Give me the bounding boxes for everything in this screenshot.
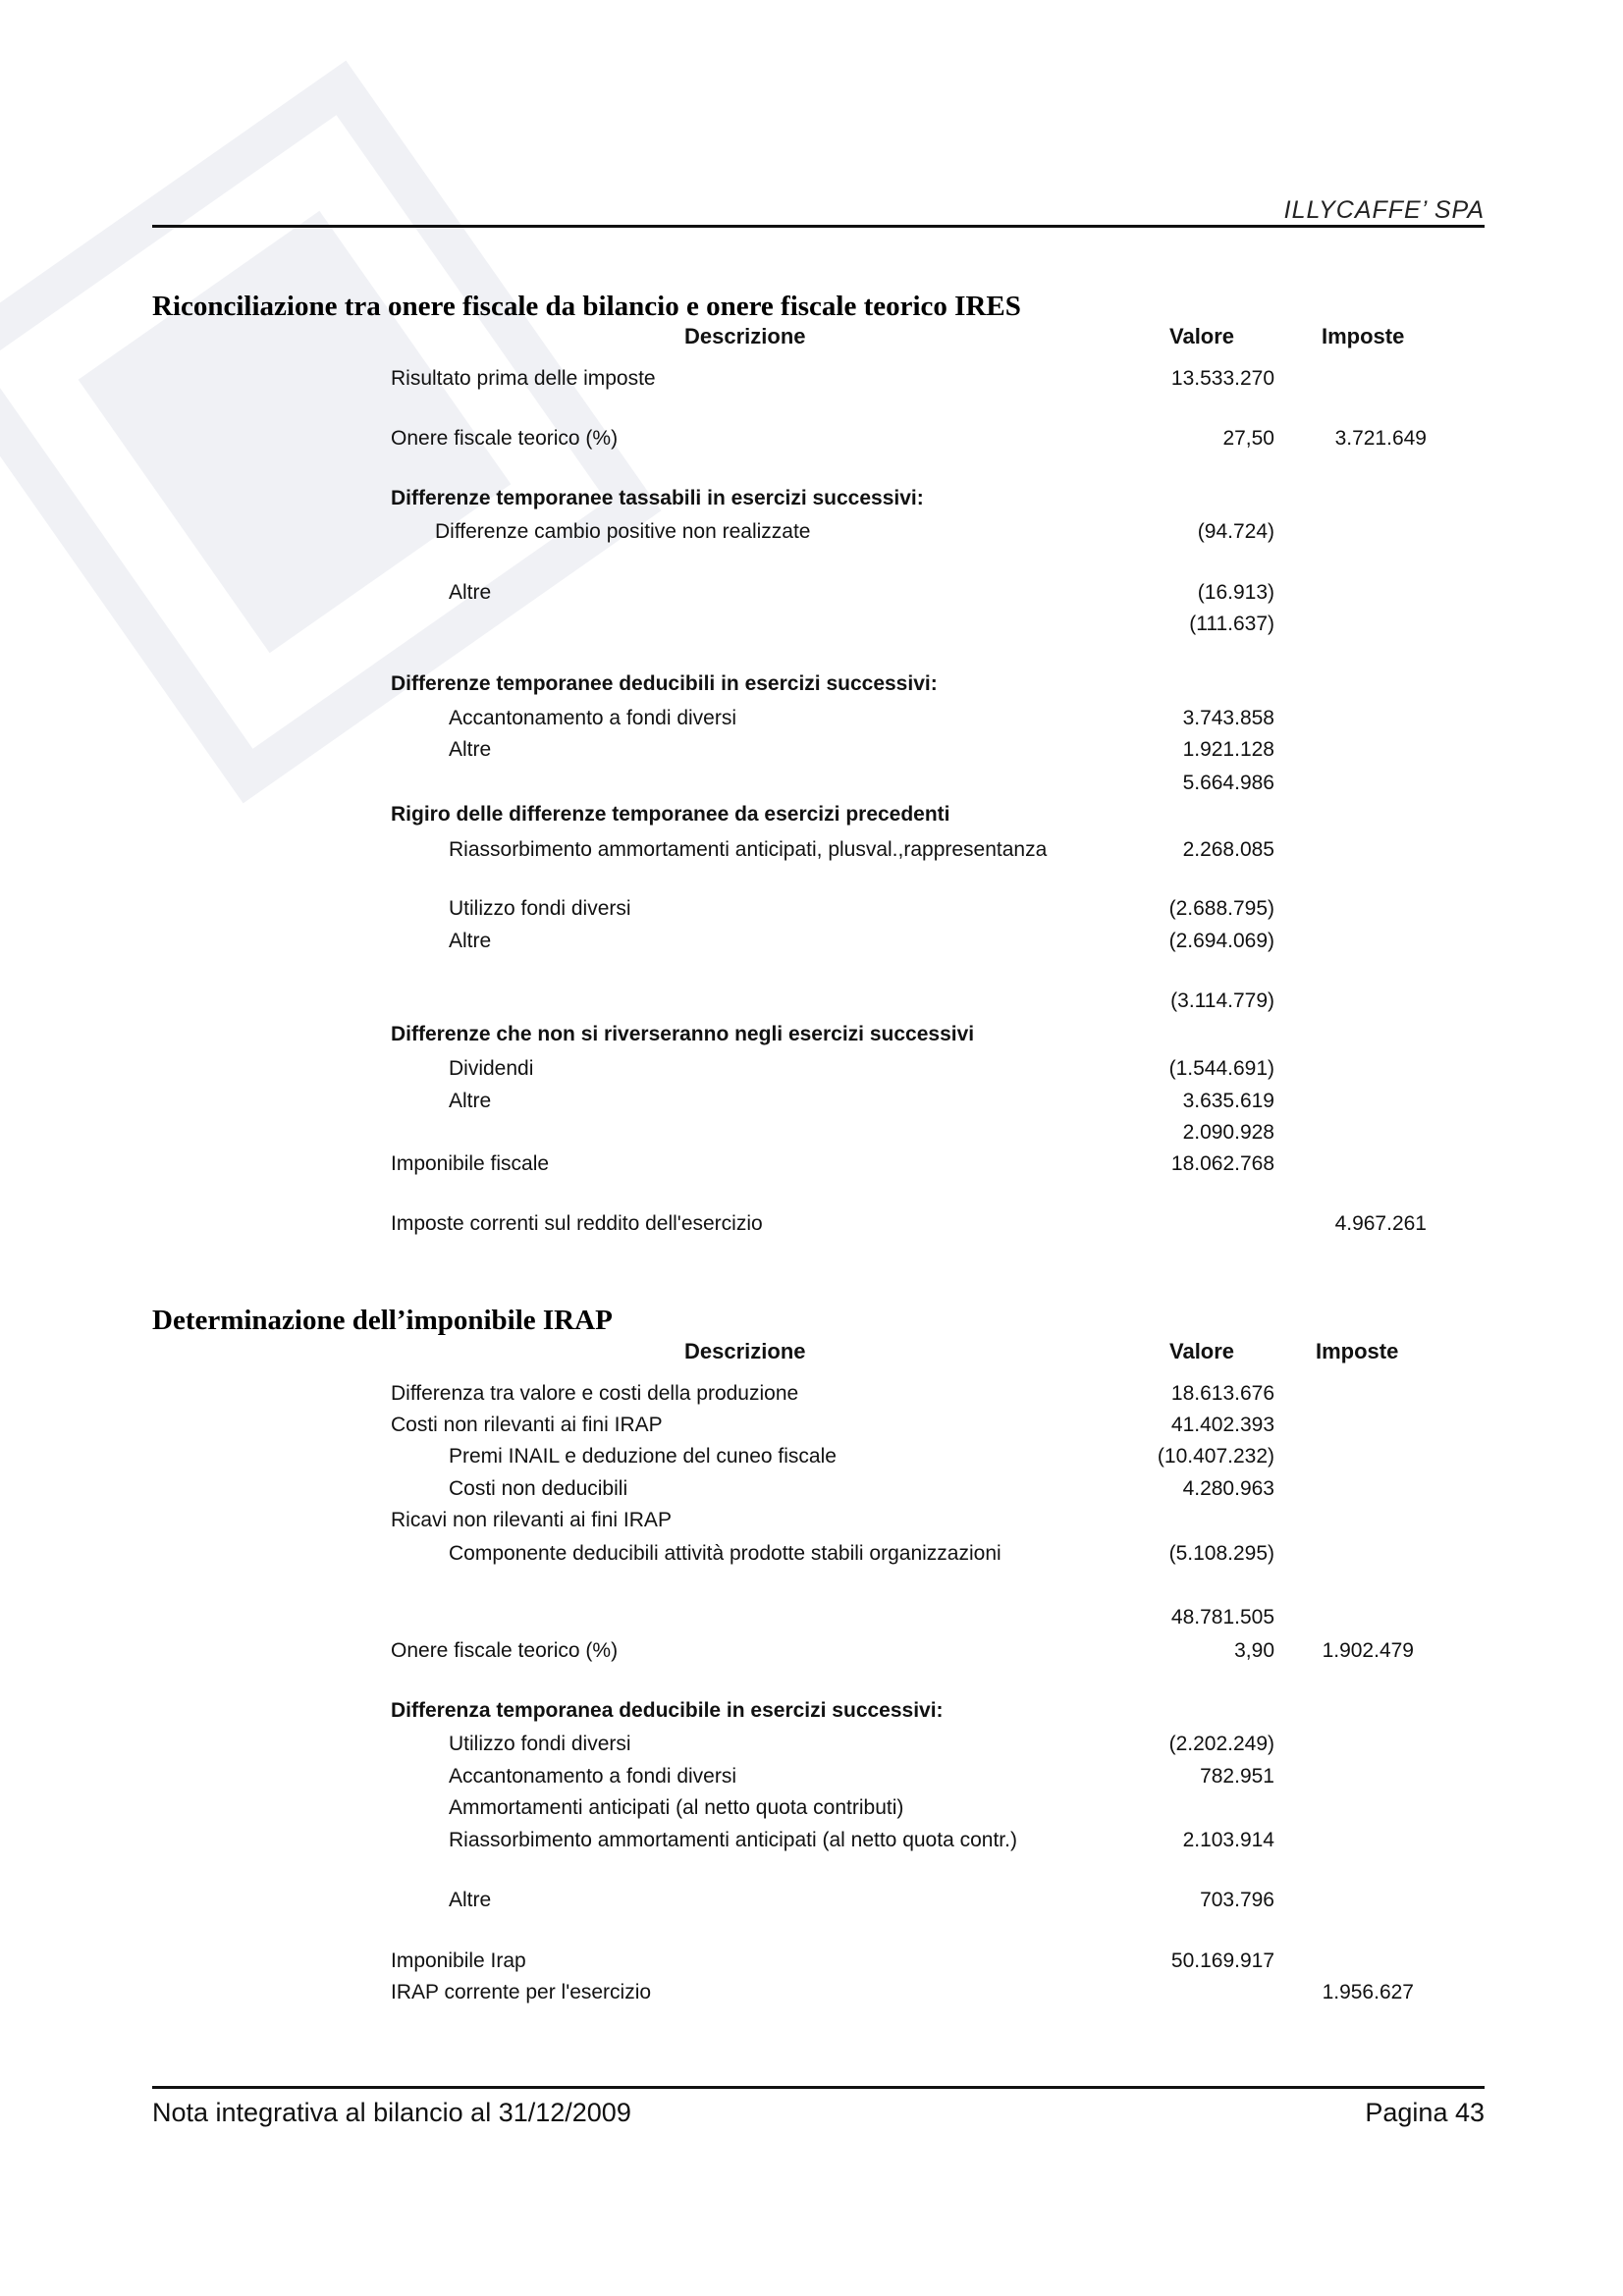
- ires-group-heading: [0, 672, 1623, 702]
- row-value: (111.637): [1189, 613, 1274, 635]
- row-description: Differenze cambio positive non realizzate: [435, 520, 811, 543]
- row-value: 2.090.928: [1182, 1121, 1274, 1144]
- row-description: Imposte correnti sul reddito dell'esercizio: [391, 1212, 763, 1235]
- row-description: Componente deducibili attività prodotte stabili organizzazioni: [449, 1542, 1001, 1565]
- row-value: (2.202.249): [1168, 1733, 1274, 1755]
- row-value: 27,50: [1222, 427, 1274, 450]
- row-value: 3.635.619: [1182, 1090, 1274, 1112]
- row-value: 48.781.505: [1170, 1606, 1274, 1629]
- irap-row: [0, 1445, 1623, 1474]
- irap-subtotal-row: [0, 1606, 1623, 1635]
- row-value: 13.533.270: [1170, 367, 1274, 390]
- row-value: 2.268.085: [1182, 838, 1274, 861]
- irap-row: [0, 1382, 1623, 1412]
- row-value: 18.613.676: [1170, 1382, 1274, 1405]
- row-value: 3.743.858: [1182, 707, 1274, 729]
- row-description: Altre: [449, 581, 492, 604]
- row-value: (3.114.779): [1170, 989, 1274, 1012]
- irap-row: [0, 1765, 1623, 1794]
- row-description: Differenza tra valore e costi della produzione: [391, 1382, 799, 1405]
- row-description: Utilizzo fondi diversi: [449, 1733, 631, 1755]
- irap-row: [0, 1542, 1623, 1572]
- row-description: Ricavi non rilevanti ai fini IRAP: [391, 1509, 672, 1531]
- row-value: 50.169.917: [1170, 1949, 1274, 1972]
- row-description: Risultato prima delle imposte: [391, 367, 656, 390]
- ires-row: [0, 707, 1623, 736]
- row-tax: 4.967.261: [1334, 1212, 1427, 1235]
- row-value: 41.402.393: [1170, 1414, 1274, 1436]
- ires-row: [0, 1212, 1623, 1242]
- row-description: Differenze che non si riverseranno negli esercizi successivi: [391, 1023, 975, 1045]
- irap-row: [0, 1889, 1623, 1918]
- irap-group-heading: [0, 1699, 1623, 1729]
- irap-col-tax: Imposte: [1316, 1339, 1399, 1363]
- row-tax: 1.902.479: [1322, 1639, 1414, 1662]
- irap-row: [0, 1981, 1623, 2010]
- ires-group-heading: [0, 487, 1623, 516]
- row-description: Costi non rilevanti ai fini IRAP: [391, 1414, 663, 1436]
- row-description: Altre: [449, 1090, 492, 1112]
- row-value: (10.407.232): [1157, 1445, 1274, 1468]
- row-description: Ammortamenti anticipati (al netto quota contributi): [449, 1796, 904, 1819]
- row-description: Imponibile Irap: [391, 1949, 526, 1972]
- ires-col-tax: Imposte: [1322, 324, 1405, 348]
- row-value: (2.688.795): [1168, 897, 1274, 920]
- ires-row: [0, 520, 1623, 550]
- row-description: Differenza temporanea deducibile in esercizi successivi:: [391, 1699, 944, 1722]
- row-value: 3,90: [1234, 1639, 1274, 1662]
- row-description: Altre: [449, 1889, 492, 1911]
- ires-row: [0, 427, 1623, 456]
- ires-group-heading: [0, 803, 1623, 832]
- row-description: Differenze temporanee deducibili in esercizi successivi:: [391, 672, 938, 695]
- ires-row: [0, 838, 1623, 868]
- row-description: Utilizzo fondi diversi: [449, 897, 631, 920]
- row-description: Riassorbimento ammortamenti anticipati (al netto quota contr.): [449, 1829, 1017, 1851]
- row-description: Dividendi: [449, 1057, 534, 1080]
- company-name: ILLYCAFFE’ SPA: [1283, 196, 1485, 224]
- ires-subtotal-row: [0, 1121, 1623, 1150]
- header-rule: [152, 225, 1485, 228]
- ires-row: [0, 367, 1623, 397]
- row-value: 1.921.128: [1182, 738, 1274, 761]
- ires-subtotal-row: [0, 989, 1623, 1019]
- ires-row: [0, 1090, 1623, 1119]
- irap-row: [0, 1509, 1623, 1538]
- row-value: (16.913): [1197, 581, 1274, 604]
- row-description: Accantonamento a fondi diversi: [449, 707, 737, 729]
- row-description: Premi INAIL e deduzione del cuneo fiscale: [449, 1445, 837, 1468]
- irap-row: [0, 1949, 1623, 1979]
- irap-col-value: Valore: [1169, 1339, 1235, 1363]
- page-number: Pagina 43: [1365, 2098, 1485, 2127]
- footer-rule: [152, 2086, 1485, 2089]
- irap-row: [0, 1796, 1623, 1826]
- footer-document-title: Nota integrativa al bilancio al 31/12/2009: [152, 2098, 631, 2127]
- row-value: 4.280.963: [1182, 1477, 1274, 1500]
- irap-row: [0, 1639, 1623, 1669]
- irap-section-title: Determinazione dell’imponibile IRAP: [152, 1305, 613, 1336]
- row-value: (5.108.295): [1168, 1542, 1274, 1565]
- ires-subtotal-row: [0, 772, 1623, 801]
- row-description: Altre: [449, 930, 492, 952]
- row-value: 2.103.914: [1182, 1829, 1274, 1851]
- row-tax: 3.721.649: [1334, 427, 1427, 450]
- row-value: 782.951: [1200, 1765, 1274, 1788]
- row-value: (1.544.691): [1168, 1057, 1274, 1080]
- row-description: Differenze temporanee tassabili in esercizi successivi:: [391, 487, 924, 509]
- ires-subtotal-row: [0, 613, 1623, 642]
- row-description: Riassorbimento ammortamenti anticipati, plusval.,rappresentanza: [449, 838, 1048, 861]
- irap-row: [0, 1414, 1623, 1443]
- row-value: (2.694.069): [1168, 930, 1274, 952]
- irap-row: [0, 1829, 1623, 1858]
- ires-section-title: Riconciliazione tra onere fiscale da bilancio e onere fiscale teorico IRES: [152, 291, 1021, 322]
- ires-row: [0, 738, 1623, 768]
- row-description: Costi non deducibili: [449, 1477, 628, 1500]
- ires-group-heading: [0, 1023, 1623, 1052]
- row-description: Rigiro delle differenze temporanee da esercizi precedenti: [391, 803, 950, 826]
- ires-row: [0, 897, 1623, 927]
- row-tax: 1.956.627: [1322, 1981, 1414, 2003]
- row-description: Accantonamento a fondi diversi: [449, 1765, 737, 1788]
- irap-col-description: Descrizione: [684, 1339, 806, 1363]
- row-value: 5.664.986: [1182, 772, 1274, 794]
- row-value: (94.724): [1197, 520, 1274, 543]
- row-description: Imponibile fiscale: [391, 1152, 550, 1175]
- ires-col-value: Valore: [1169, 324, 1235, 348]
- ires-row: [0, 1057, 1623, 1087]
- row-value: 18.062.768: [1170, 1152, 1274, 1175]
- ires-col-description: Descrizione: [684, 324, 806, 348]
- row-description: Onere fiscale teorico (%): [391, 1639, 619, 1662]
- row-value: 703.796: [1200, 1889, 1274, 1911]
- irap-row: [0, 1477, 1623, 1507]
- ires-row: [0, 930, 1623, 959]
- row-description: Altre: [449, 738, 492, 761]
- ires-row: [0, 1152, 1623, 1182]
- ires-row: [0, 581, 1623, 611]
- row-description: Onere fiscale teorico (%): [391, 427, 619, 450]
- row-description: IRAP corrente per l'esercizio: [391, 1981, 652, 2003]
- irap-row: [0, 1733, 1623, 1762]
